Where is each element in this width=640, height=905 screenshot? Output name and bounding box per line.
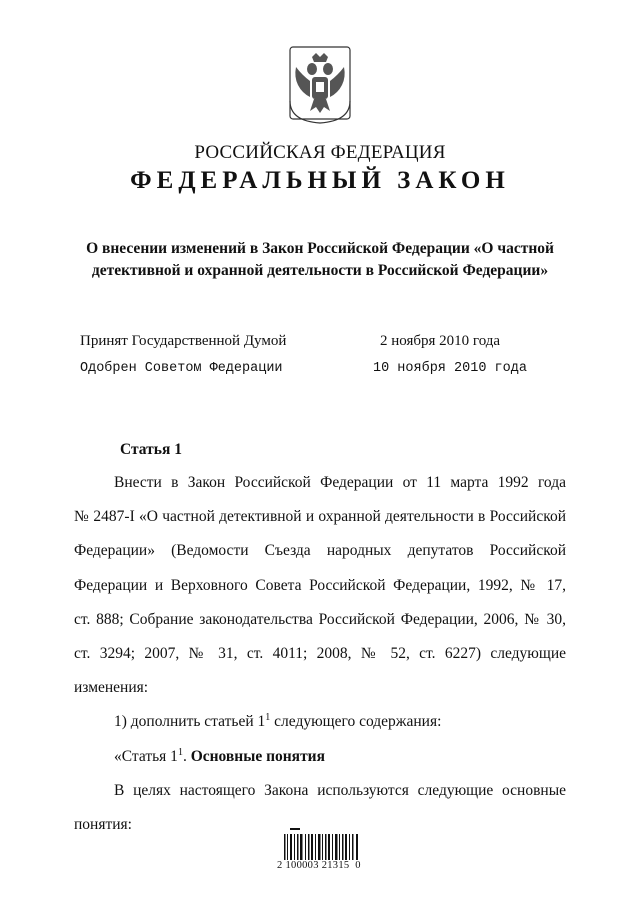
superscript: 1 — [177, 746, 183, 758]
coat-of-arms-emblem — [288, 45, 352, 125]
heading-text: . — [182, 747, 191, 765]
text-line: Федерации» (Ведомости Съезда народных депутатов Российской — [74, 542, 566, 560]
barcode-number: 2 100003 21315 0 — [277, 860, 361, 871]
council-approval-date: 10 ноября 2010 года — [373, 361, 527, 376]
duma-adoption-date: 2 ноября 2010 года — [380, 333, 501, 349]
text-line: Внести в Закон Российской Федерации от 11 марта 1992 года — [114, 474, 566, 491]
text-line: В целях настоящего Закона используются следующие основные — [114, 781, 566, 799]
text-line: № 2487-I «О частной детективной и охранной деятельности в Российской — [74, 508, 566, 526]
heading-text: «Статья 1 — [114, 747, 178, 765]
text-line: Федерации и Верховного Совета Российской Федерации, 1992, № 17, — [74, 576, 566, 594]
law-subject — [60, 238, 580, 282]
item-text: следующего содержания: — [270, 713, 442, 731]
inserted-article-heading — [74, 740, 566, 774]
document-type-heading: ФЕДЕРАЛЬНЫЙ ЗАКОН — [130, 167, 510, 194]
article-title: Статья 1 — [120, 441, 182, 458]
duma-adoption-label: Принят Государственной Думой — [80, 333, 287, 349]
subject-line: детективной и охранной деятельности в Российской Федерации» — [91, 262, 549, 279]
item-text: 1) дополнить статьей 1 — [114, 713, 266, 731]
superscript: 1 — [265, 712, 271, 724]
text-line: понятия: — [74, 816, 132, 834]
country-heading: РОССИЙСКАЯ ФЕДЕРАЦИЯ — [194, 142, 446, 163]
council-approval-label: Одобрен Советом Федерации — [80, 361, 283, 376]
article-body — [74, 466, 566, 842]
heading-title: Основные понятия — [190, 747, 326, 765]
text-line: ст. 888; Собрание законодательства Российской Федерации, 2006, № 30, — [74, 610, 566, 628]
subject-line: О внесении изменений в Закон Российской Федерации «О частной — [86, 240, 554, 257]
text-line: ст. 3294; 2007, № 31, ст. 4011; 2008, № 52, ст. 6227) следующие изменения: — [74, 645, 566, 697]
amendment-item — [74, 705, 566, 739]
